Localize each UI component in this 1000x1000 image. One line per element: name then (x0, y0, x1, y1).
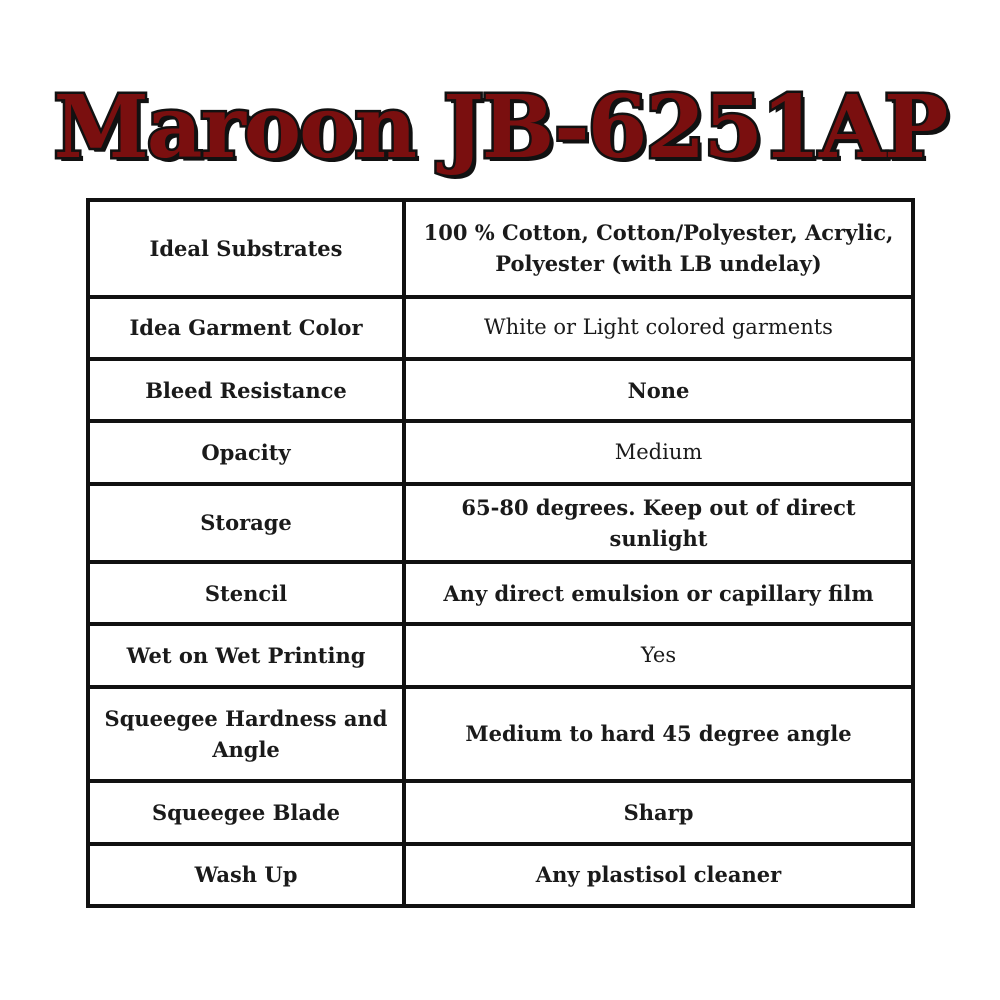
row-value-ideal-substrates: 100 % Cotton, Cotton/Polyester, Acrylic, Polyester (with LB undelay) (404, 200, 913, 297)
table-row (88, 421, 913, 483)
row-value-squeegee-blade: Sharp (404, 781, 913, 843)
row-label-storage: Storage (88, 484, 404, 562)
table-row (88, 624, 913, 686)
table-row (88, 562, 913, 624)
row-label-squeegee-blade: Squeegee Blade (88, 781, 404, 843)
spec-table (86, 198, 915, 908)
row-value-garment-color: White or Light colored garments (404, 297, 913, 359)
table-row (88, 687, 913, 782)
table-row (88, 781, 913, 843)
table-row (88, 844, 913, 906)
row-label-wash-up: Wash Up (88, 844, 404, 906)
row-value-squeegee-hardness: Medium to hard 45 degree angle (404, 687, 913, 782)
table-row (88, 200, 913, 297)
row-label-stencil: Stencil (88, 562, 404, 624)
row-value-opacity: Medium (404, 421, 913, 483)
row-value-bleed-resistance: None (404, 359, 913, 421)
row-label-ideal-substrates: Ideal Substrates (88, 200, 404, 297)
row-value-stencil: Any direct emulsion or capillary film (404, 562, 913, 624)
row-label-bleed-resistance: Bleed Resistance (88, 359, 404, 421)
row-value-wash-up: Any plastisol cleaner (404, 844, 913, 906)
row-label-wet-on-wet: Wet on Wet Printing (88, 624, 404, 686)
row-value-wet-on-wet: Yes (404, 624, 913, 686)
product-title: Maroon JB-6251AP (53, 77, 947, 178)
table-row (88, 484, 913, 562)
row-label-squeegee-hardness: Squeegee Hardness and Angle (88, 687, 404, 782)
table-row (88, 359, 913, 421)
table-row (88, 297, 913, 359)
row-value-storage: 65-80 degrees. Keep out of direct sunlight (404, 484, 913, 562)
row-label-garment-color: Idea Garment Color (88, 297, 404, 359)
row-label-opacity: Opacity (88, 421, 404, 483)
